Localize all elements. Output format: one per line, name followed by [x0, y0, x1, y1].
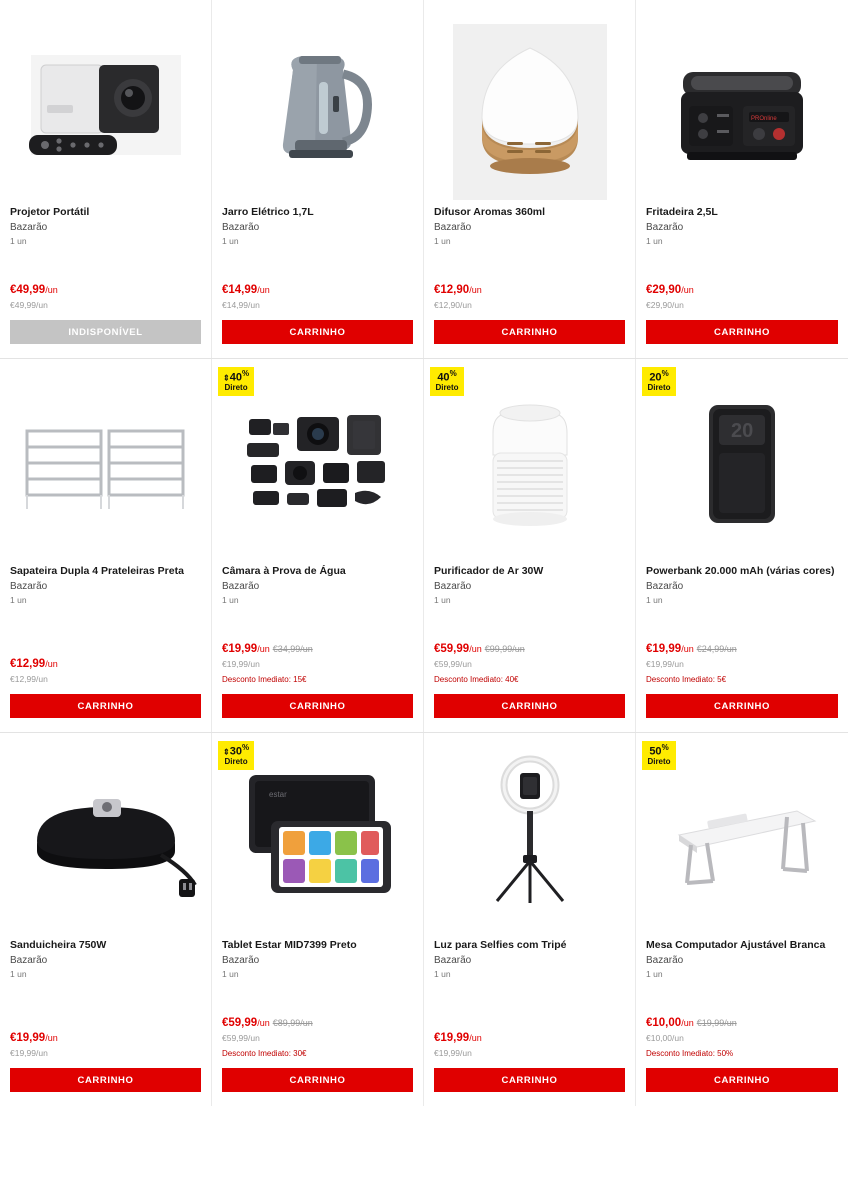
product-qty: 1 un — [10, 236, 27, 247]
product-qty: 1 un — [10, 969, 27, 980]
price-line — [10, 654, 201, 672]
badge-percent: 30 — [229, 745, 242, 758]
price-unit: /un — [257, 1018, 270, 1029]
price-unit: /un — [681, 1018, 694, 1029]
product-card[interactable] — [636, 359, 848, 732]
spacer — [10, 979, 201, 1024]
discount-note: Desconto Imediato: 50% — [646, 1049, 734, 1059]
discount-note: Desconto Imediato: 5€ — [646, 675, 727, 685]
product-card[interactable] — [424, 733, 636, 1106]
product-row — [0, 359, 848, 733]
product-brand: Bazarão — [646, 581, 684, 593]
product-title: Powerbank 20.000 mAh (várias cores) — [646, 565, 835, 578]
price-subtext: €49,99/un — [10, 300, 48, 311]
price-unit: /un — [45, 659, 58, 670]
price-value: €14,99 — [222, 284, 258, 297]
price-subtext: €19,99/un — [646, 659, 684, 670]
product-image-shoe-rack[interactable] — [10, 365, 201, 563]
product-title: Projetor Portátil — [10, 206, 90, 218]
product-qty: 1 un — [10, 595, 27, 606]
price-line — [646, 639, 838, 657]
product-brand: Bazarão — [222, 955, 260, 967]
price-unit: /un — [469, 1033, 482, 1044]
discount-note: Desconto Imediato: 15€ — [222, 675, 307, 685]
price-subtext: €59,99/un — [434, 659, 472, 670]
price-line — [10, 280, 201, 298]
add-to-cart-button[interactable]: CARRINHO — [10, 694, 201, 718]
price-unit: /un — [469, 644, 482, 655]
price-subtext: €19,99/un — [434, 1048, 472, 1059]
product-qty: 1 un — [646, 969, 663, 980]
discount-note: Desconto Imediato: 40€ — [434, 675, 519, 685]
product-card[interactable] — [212, 733, 424, 1106]
product-brand: Bazarão — [10, 955, 48, 967]
price-subtext: €59,99/un — [222, 1033, 260, 1044]
product-brand: Bazarão — [10, 581, 48, 593]
product-card[interactable] — [636, 0, 848, 358]
price-unit: /un — [681, 285, 694, 296]
add-to-cart-button[interactable]: CARRINHO — [646, 694, 838, 718]
product-title: Fritadeira 2,5L — [646, 206, 718, 218]
add-to-cart-button[interactable]: CARRINHO — [646, 320, 838, 344]
product-brand: Bazarão — [10, 222, 48, 234]
product-brand: Bazarão — [222, 581, 260, 593]
add-to-cart-button[interactable]: CARRINHO — [222, 694, 413, 718]
product-card[interactable] — [0, 733, 212, 1106]
old-price: €34,99/un — [272, 644, 313, 655]
spacer — [10, 246, 201, 276]
spacer — [646, 246, 838, 276]
price-value: €19,99 — [434, 1032, 470, 1045]
price-line — [434, 280, 625, 298]
product-qty: 1 un — [222, 595, 239, 606]
product-qty: 1 un — [434, 595, 451, 606]
svg-text:estar: estar — [268, 790, 287, 800]
price-value: €19,99 — [10, 1032, 46, 1045]
product-title: Tablet Estar MID7399 Preto — [222, 939, 357, 952]
product-card[interactable] — [424, 359, 636, 732]
price-line — [222, 1013, 413, 1031]
spacer — [646, 979, 838, 1009]
add-to-cart-button[interactable]: CARRINHO — [434, 694, 625, 718]
spacer — [222, 605, 413, 635]
product-card[interactable] — [212, 0, 424, 358]
product-card[interactable] — [424, 0, 636, 358]
spacer — [10, 605, 201, 650]
product-qty: 1 un — [222, 236, 239, 247]
price-unit: /un — [45, 1033, 58, 1044]
product-title: Sapateira Dupla 4 Prateleiras Preta — [10, 565, 184, 578]
product-image-fryer[interactable] — [646, 6, 838, 204]
product-image-sandwich-maker[interactable] — [10, 739, 201, 937]
add-to-cart-button[interactable]: CARRINHO — [434, 1068, 625, 1092]
price-subtext: €12,90/un — [434, 300, 472, 311]
product-brand: Bazarão — [646, 955, 684, 967]
discount-badge: ⇕30% Direto — [218, 741, 254, 770]
product-brand: Bazarão — [434, 955, 472, 967]
price-unit: /un — [681, 644, 694, 655]
old-price: €19,99/un — [696, 1018, 737, 1029]
add-to-cart-button[interactable]: CARRINHO — [10, 1068, 201, 1092]
badge-percent: 20 — [649, 371, 662, 384]
price-unit: /un — [257, 644, 270, 655]
svg-text:20: 20 — [731, 420, 754, 443]
product-qty: 1 un — [646, 236, 663, 247]
spacer — [434, 979, 625, 1024]
price-value: €12,99 — [10, 658, 46, 671]
discount-badge: 50% Direto — [642, 741, 676, 770]
price-line — [222, 639, 413, 657]
price-value: €10,00 — [646, 1017, 682, 1030]
badge-percent: 50 — [649, 745, 662, 758]
badge-label: Direto — [647, 757, 671, 767]
product-image-diffuser[interactable] — [434, 6, 625, 204]
product-row — [0, 0, 848, 359]
price-unit: /un — [257, 285, 270, 296]
add-to-cart-button[interactable]: CARRINHO — [222, 320, 413, 344]
add-to-cart-button[interactable]: CARRINHO — [222, 1068, 413, 1092]
discount-badge: 20% Direto — [642, 367, 676, 396]
price-line — [434, 1028, 625, 1046]
price-subtext: €19,99/un — [222, 659, 260, 670]
price-subtext: €10,00/un — [646, 1033, 684, 1044]
old-price: €24,99/un — [696, 644, 737, 655]
product-card[interactable] — [0, 359, 212, 732]
price-value: €59,99 — [222, 1017, 258, 1030]
spacer — [434, 605, 625, 635]
product-image-kettle[interactable] — [222, 6, 413, 204]
spacer — [222, 979, 413, 1009]
product-qty: 1 un — [434, 969, 451, 980]
product-title: Jarro Elétrico 1,7L — [222, 206, 314, 218]
product-title: Câmara à Prova de Água — [222, 565, 346, 578]
product-title: Luz para Selfies com Tripé — [434, 939, 567, 952]
product-image-projector[interactable] — [10, 6, 201, 204]
price-value: €12,90 — [434, 284, 470, 297]
price-unit: /un — [45, 285, 58, 296]
product-qty: 1 un — [222, 969, 239, 980]
product-card[interactable] — [636, 733, 848, 1106]
price-subtext: €29,90/un — [646, 300, 684, 311]
product-brand: Bazarão — [434, 222, 472, 234]
price-unit: /un — [469, 285, 482, 296]
spacer — [434, 246, 625, 276]
price-line — [434, 639, 625, 657]
badge-label: Direto — [435, 383, 459, 393]
badge-label: Direto — [224, 383, 248, 393]
badge-percent: 40 — [437, 371, 450, 384]
price-value: €29,90 — [646, 284, 682, 297]
price-value: €59,99 — [434, 643, 470, 656]
price-line — [222, 280, 413, 298]
product-title: Mesa Computador Ajustável Branca — [646, 939, 826, 952]
price-value: €19,99 — [222, 643, 258, 656]
add-to-cart-button[interactable]: CARRINHO — [434, 320, 625, 344]
unavailable-button: INDISPONÍVEL — [10, 320, 201, 344]
add-to-cart-button[interactable]: CARRINHO — [646, 1068, 838, 1092]
badge-label: Direto — [647, 383, 671, 393]
price-line — [646, 1013, 838, 1031]
svg-text:PROnline: PROnline — [751, 116, 777, 122]
product-brand: Bazarão — [222, 222, 260, 234]
product-title: Sanduicheira 750W — [10, 939, 107, 952]
badge-label: Direto — [224, 757, 248, 767]
product-brand: Bazarão — [434, 581, 472, 593]
discount-badge: 40% Direto — [430, 367, 464, 396]
product-qty: 1 un — [434, 236, 451, 247]
product-brand: Bazarão — [646, 222, 684, 234]
discount-note: Desconto Imediato: 30€ — [222, 1049, 307, 1059]
price-subtext: €12,99/un — [10, 674, 48, 685]
badge-percent: 40 — [229, 371, 242, 384]
spacer — [646, 605, 838, 635]
product-card[interactable] — [0, 0, 212, 358]
product-card[interactable] — [212, 359, 424, 732]
price-subtext: €14,99/un — [222, 300, 260, 311]
spacer — [222, 246, 413, 276]
old-price: €99,99/un — [484, 644, 525, 655]
product-title: Purificador de Ar 30W — [434, 565, 544, 578]
product-qty: 1 un — [646, 595, 663, 606]
price-value: €49,99 — [10, 284, 46, 297]
product-image-ring-light[interactable] — [434, 739, 625, 937]
discount-badge: ⇕40% Direto — [218, 367, 254, 396]
price-line — [10, 1028, 201, 1046]
product-row — [0, 733, 848, 1106]
product-title: Difusor Aromas 360ml — [434, 206, 546, 218]
old-price: €89,99/un — [272, 1018, 313, 1029]
price-line — [646, 280, 838, 298]
price-value: €19,99 — [646, 643, 682, 656]
price-subtext: €19,99/un — [10, 1048, 48, 1059]
